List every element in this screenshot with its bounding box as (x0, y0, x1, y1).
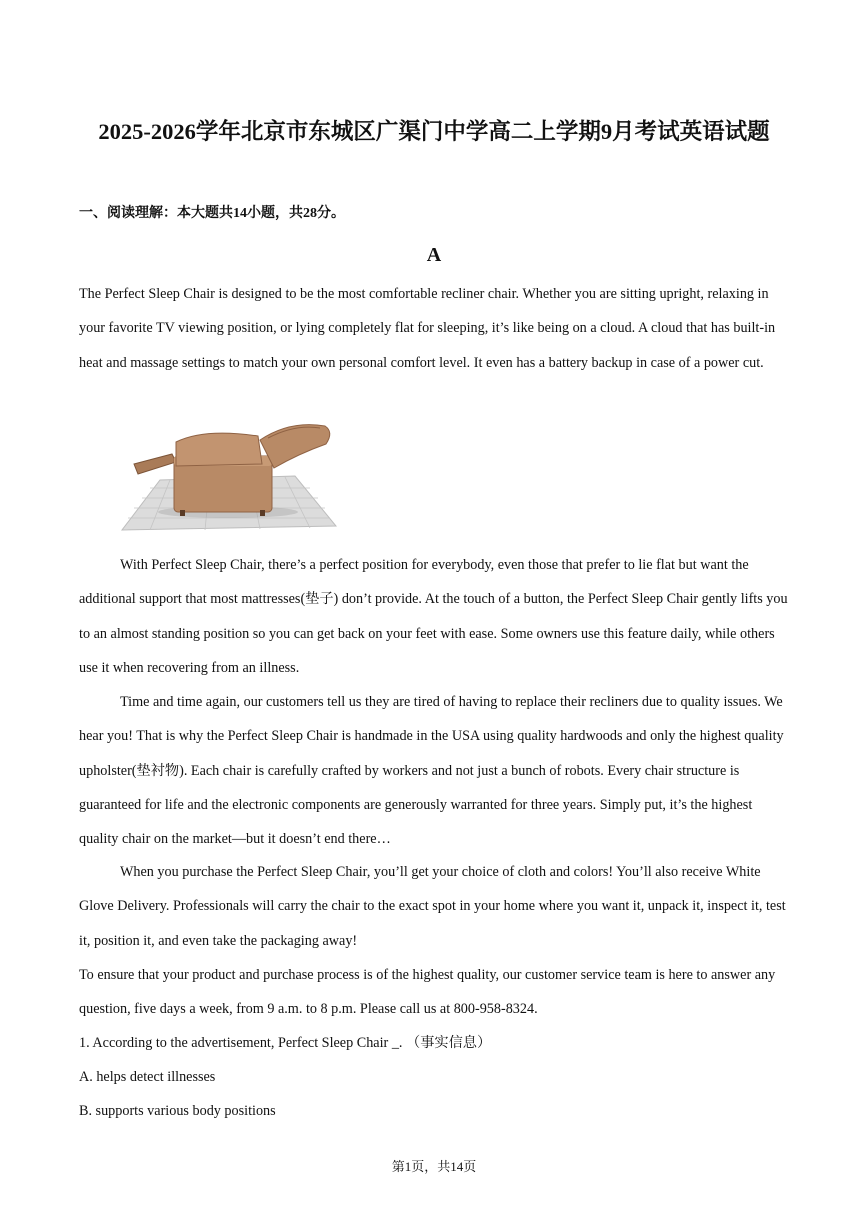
passage-paragraph-3: Time and time again, our customers tell us they are tired of having to replace their recliners due to quality issues. We hear you! That is why the Perfect Sleep Chair is handmade in the USA using quality hardwoods and only the highest quality upholster(垫衬物). Each chair is carefully crafted by workers and not just a bunch of robots. Every chair structure is guaranteed for life and the electronic components are generously warranted for three years. Simply put, it’s the highest quality chair on the market—but it doesn’t end there… (79, 694, 784, 848)
passage-paragraph-2: With Perfect Sleep Chair, there’s a perfect position for everybody, even those that prefer to lie flat but want the additional support that most mattresses(垫子) don’t provide. At the touch of a button, the Perfect Sleep Chair gently lifts you to an almost standing position so you can get back on your feet with ease. Some owners use this feature daily, while others use it when recovering from an illness. (79, 557, 788, 676)
section-heading: 一、阅读理解：本大题共14小题，共28分。 (79, 206, 345, 221)
recliner-chair-image (120, 418, 338, 534)
document-title: 2025-2026学年北京市东城区广渠门中学高二上学期9月考试英语试题 (98, 119, 770, 144)
question-stem: 1. According to the advertisement, Perfect Sleep Chair _. （事实信息） (79, 1035, 492, 1051)
passage-paragraph-1: The Perfect Sleep Chair is designed to be the most comfortable recliner chair. Whether you are sitting upright, relaxing in your favorite TV viewing position, or lying completely flat for sleeping, it’s like being on a cloud. A cloud that has built-in heat and massage settings to match your own personal comfort level. It even has a battery backup in case of a power cut. (79, 286, 776, 371)
passage-paragraph-4: When you purchase the Perfect Sleep Chair, you’ll get your choice of cloth and colors! You’ll also receive White Glove Delivery. Professionals will carry the chair to the exact spot in your home where you want it, unpack it, inspect it, test it, position it, and even take the packaging away! (79, 864, 786, 949)
option-a: A. helps detect illnesses (79, 1069, 216, 1085)
passage-label: A (426, 244, 442, 266)
page-footer: 第1页，共14页 (391, 1159, 477, 1174)
option-b: B. supports various body positions (79, 1103, 276, 1119)
passage-paragraph-5: To ensure that your product and purchase process is of the highest quality, our customer service team is here to answer any question, five days a week, from 9 a.m. to 8 p.m. Please call us at 800-958-8324. (79, 967, 776, 1018)
